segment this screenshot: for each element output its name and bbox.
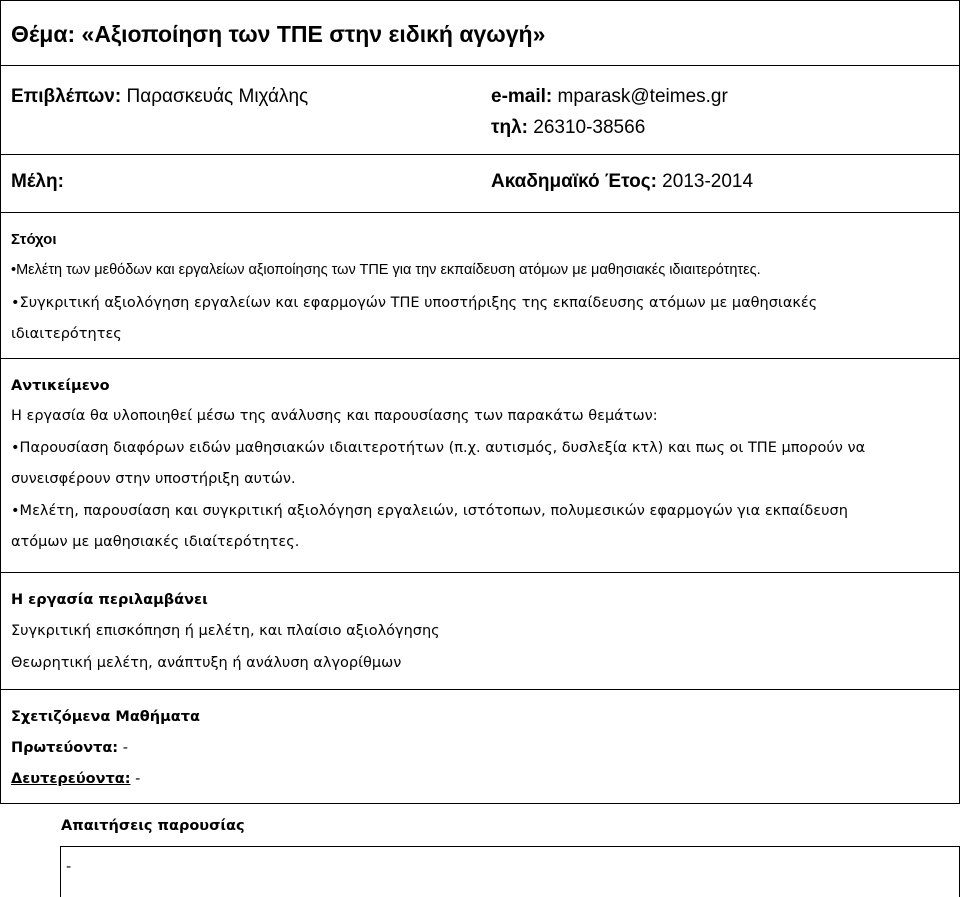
phone-value: 26310-38566 [527, 117, 646, 138]
object-line: •Παρουσίαση διαφόρων ειδών μαθησιακών ιδιαιτεροτήτων (π.χ. αυτισμός, δυσλεξία κτλ) και πως οι ΤΠΕ μπορούν να [11, 440, 866, 456]
goal-item: ιδιαιτερότητες [11, 326, 122, 342]
attendance-heading: Απαιτήσεις παρουσίας [61, 818, 245, 834]
academic-year [491, 171, 753, 193]
object-line: •Μελέτη, παρουσίαση και συγκριτική αξιολόγηση εργαλειών, ιστότοπων, πολυμεσικών εφαρμογών για εκπαίδευση [11, 503, 848, 519]
members-label: Μέλη: [11, 171, 64, 192]
goal-item: •Συγκριτική αξιολόγηση εργαλείων και εφαρμογών ΤΠΕ υποστήριξης της εκπαίδευσης ατόμων με μαθησιακές [11, 295, 818, 311]
secondary-value: - [130, 771, 141, 787]
supervisor-name: Παρασκευάς Μιχάλης [121, 86, 309, 107]
goal-item: •Μελέτη των μεθόδων και εργαλείων αξιοποίησης των ΤΠΕ για την εκπαίδευση ατόμων με μαθησιακές ιδιαιτερότητες. [11, 262, 761, 278]
supervisor-row [1, 65, 959, 154]
courses-heading: Σχετιζόμενα Μαθήματα [11, 709, 200, 725]
phone-label: τηλ: [491, 117, 528, 138]
academic-year-label: Ακαδημαϊκό Έτος: [491, 171, 657, 192]
secondary-courses [11, 771, 140, 787]
goals-row [1, 212, 959, 358]
courses-row [1, 689, 959, 803]
page-title: Θέμα: «Αξιοποίηση των ΤΠΕ στην ειδική αγωγή» [11, 21, 546, 47]
includes-heading: Η εργασία περιλαμβάνει [11, 592, 208, 608]
phone [491, 117, 645, 139]
includes-line: Συγκριτική επισκόπηση ή μελέτη, και πλαίσιο αξιολόγησης [11, 623, 440, 639]
supervisor-label: Επιβλέπων: [11, 86, 122, 107]
primary-courses [11, 740, 128, 756]
email [491, 86, 728, 108]
attendance-box [60, 846, 960, 897]
goals-heading: Στόχοι [11, 231, 57, 248]
primary-label: Πρωτεύοντα: [11, 740, 119, 756]
email-value: mparask@teimes.gr [552, 86, 728, 107]
members-row [1, 154, 959, 212]
includes-row [1, 572, 959, 689]
academic-year-value: 2013-2014 [656, 171, 754, 192]
object-row [1, 358, 959, 572]
includes-line: Θεωρητική μελέτη, ανάπτυξη ή ανάλυση αλγορίθμων [11, 655, 402, 671]
object-line: συνεισφέρουν στην υποστήριξη αυτών. [11, 471, 296, 487]
primary-value: - [118, 740, 128, 756]
email-label: e-mail: [491, 86, 553, 107]
attendance-value: - [66, 859, 72, 875]
title-row [1, 1, 959, 65]
supervisor [11, 86, 308, 108]
object-heading: Αντικείμενο [11, 378, 110, 394]
object-intro: Η εργασία θα υλοποιηθεί μέσω της ανάλυσης και παρουσίασης των παρακάτω θεμάτων: [11, 408, 658, 424]
object-line: ατόμων με μαθησιακές ιδιαίτερότητες. [11, 534, 300, 550]
secondary-label: Δευτερεύοντα: [11, 771, 131, 787]
